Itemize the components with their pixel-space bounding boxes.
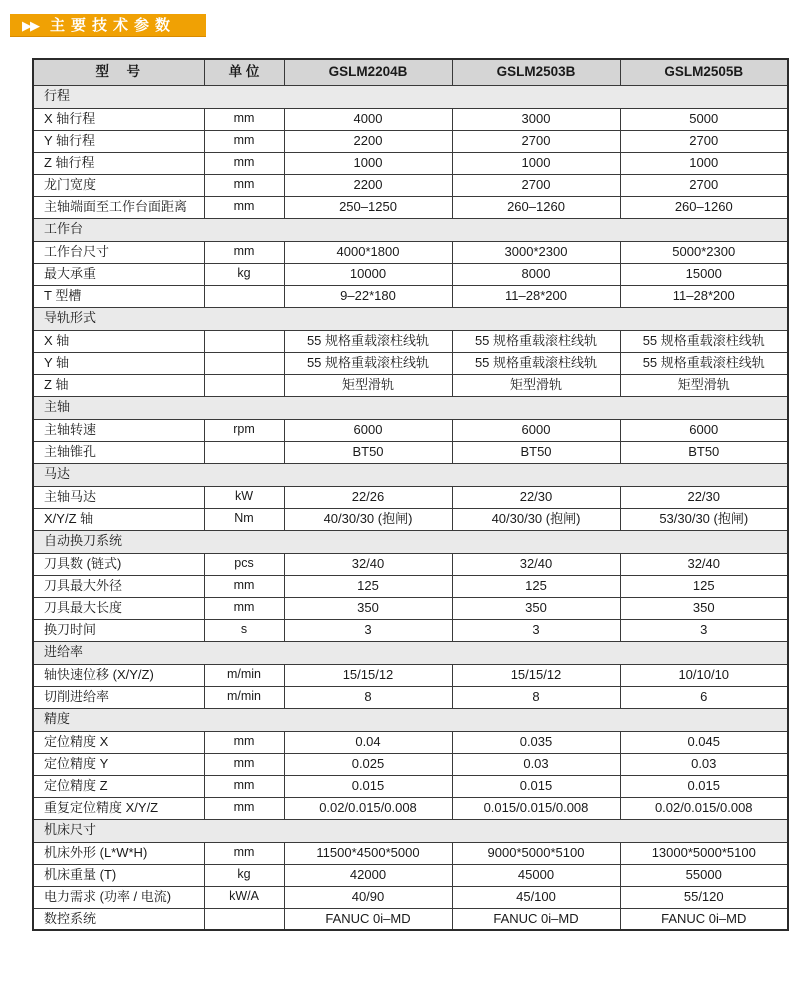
spec-unit: kg <box>204 263 284 285</box>
spec-value-gslm2503b: 125 <box>452 575 620 597</box>
spec-value-gslm2204b: 15/15/12 <box>284 664 452 686</box>
spec-value-gslm2503b: 8000 <box>452 263 620 285</box>
spec-label: 最大承重 <box>33 263 204 285</box>
spec-label: Z 轴行程 <box>33 152 204 174</box>
spec-value-gslm2505b: 55000 <box>620 864 788 886</box>
section-row <box>33 396 788 419</box>
spec-unit: mm <box>204 174 284 196</box>
spec-value-gslm2505b: 5000*2300 <box>620 241 788 263</box>
spec-value-gslm2503b: BT50 <box>452 441 620 463</box>
spec-row <box>33 886 788 908</box>
spec-value-gslm2204b: 22/26 <box>284 486 452 508</box>
spec-label: 工作台尺寸 <box>33 241 204 263</box>
spec-value-gslm2503b: 15/15/12 <box>452 664 620 686</box>
spec-label: 换刀时间 <box>33 619 204 641</box>
header-model-label: 型 号 <box>33 59 204 85</box>
spec-row <box>33 908 788 930</box>
spec-row <box>33 597 788 619</box>
spec-unit: mm <box>204 152 284 174</box>
spec-row <box>33 753 788 775</box>
spec-unit: s <box>204 619 284 641</box>
spec-unit: mm <box>204 575 284 597</box>
spec-row <box>33 486 788 508</box>
banner-title: 主要技术参数 <box>50 16 177 34</box>
spec-value-gslm2503b: 55 规格重载滚柱线轨 <box>452 330 620 352</box>
spec-value-gslm2505b: 0.02/0.015/0.008 <box>620 797 788 819</box>
spec-unit: kW/A <box>204 886 284 908</box>
spec-value-gslm2204b: 55 规格重载滚柱线轨 <box>284 352 452 374</box>
spec-value-gslm2204b: 1000 <box>284 152 452 174</box>
spec-unit <box>204 330 284 352</box>
spec-value-gslm2503b: 32/40 <box>452 553 620 575</box>
spec-value-gslm2204b: 8 <box>284 686 452 708</box>
section-row <box>33 708 788 731</box>
spec-row <box>33 664 788 686</box>
spec-value-gslm2503b: 0.015/0.015/0.008 <box>452 797 620 819</box>
spec-row <box>33 174 788 196</box>
spec-label: 主轴端面至工作台面距离 <box>33 196 204 218</box>
spec-unit <box>204 908 284 930</box>
spec-value-gslm2204b: 矩型滑轨 <box>284 374 452 396</box>
spec-value-gslm2505b: 3 <box>620 619 788 641</box>
section-title: 主轴 <box>33 396 788 419</box>
spec-row <box>33 285 788 307</box>
spec-unit <box>204 441 284 463</box>
spec-label: 轴快速位移 (X/Y/Z) <box>33 664 204 686</box>
spec-value-gslm2505b: 53/30/30 (抱闸) <box>620 508 788 530</box>
spec-value-gslm2204b: 0.025 <box>284 753 452 775</box>
spec-value-gslm2503b: 40/30/30 (抱闸) <box>452 508 620 530</box>
spec-value-gslm2505b: 350 <box>620 597 788 619</box>
spec-row <box>33 419 788 441</box>
spec-value-gslm2204b: 4000*1800 <box>284 241 452 263</box>
header-model-gslm2503b: GSLM2503B <box>452 59 620 85</box>
spec-row <box>33 352 788 374</box>
spec-value-gslm2503b: 2700 <box>452 130 620 152</box>
section-title: 行程 <box>33 85 788 108</box>
spec-value-gslm2204b: BT50 <box>284 441 452 463</box>
spec-value-gslm2505b: 55 规格重载滚柱线轨 <box>620 330 788 352</box>
spec-row <box>33 108 788 130</box>
spec-label: 定位精度 X <box>33 731 204 753</box>
double-arrow-icon: ▶▶ <box>22 17 38 33</box>
table-header-row <box>33 59 788 85</box>
spec-row <box>33 508 788 530</box>
spec-value-gslm2503b: 8 <box>452 686 620 708</box>
header-model-gslm2204b: GSLM2204B <box>284 59 452 85</box>
spec-label: 电力需求 (功率 / 电流) <box>33 886 204 908</box>
spec-value-gslm2503b: 6000 <box>452 419 620 441</box>
spec-label: 定位精度 Y <box>33 753 204 775</box>
spec-value-gslm2204b: 0.015 <box>284 775 452 797</box>
spec-value-gslm2503b: 11–28*200 <box>452 285 620 307</box>
spec-row <box>33 797 788 819</box>
spec-value-gslm2503b: 260–1260 <box>452 196 620 218</box>
spec-unit: mm <box>204 597 284 619</box>
spec-unit: Nm <box>204 508 284 530</box>
spec-value-gslm2503b: FANUC 0i–MD <box>452 908 620 930</box>
spec-value-gslm2505b: 125 <box>620 575 788 597</box>
spec-value-gslm2505b: 260–1260 <box>620 196 788 218</box>
spec-unit <box>204 285 284 307</box>
spec-row <box>33 241 788 263</box>
spec-value-gslm2503b: 矩型滑轨 <box>452 374 620 396</box>
header-unit-label: 单 位 <box>204 59 284 85</box>
spec-unit: mm <box>204 108 284 130</box>
spec-label: Y 轴 <box>33 352 204 374</box>
spec-unit: mm <box>204 731 284 753</box>
spec-value-gslm2503b: 3000*2300 <box>452 241 620 263</box>
spec-label: 切削进给率 <box>33 686 204 708</box>
spec-row <box>33 775 788 797</box>
spec-table <box>32 58 789 931</box>
spec-label: X 轴 <box>33 330 204 352</box>
section-row <box>33 530 788 553</box>
spec-value-gslm2503b: 1000 <box>452 152 620 174</box>
spec-unit: pcs <box>204 553 284 575</box>
spec-value-gslm2503b: 45000 <box>452 864 620 886</box>
spec-row <box>33 686 788 708</box>
spec-value-gslm2505b: 6 <box>620 686 788 708</box>
spec-label: 刀具数 (链式) <box>33 553 204 575</box>
spec-value-gslm2505b: 11–28*200 <box>620 285 788 307</box>
spec-unit: mm <box>204 196 284 218</box>
spec-unit: kg <box>204 864 284 886</box>
spec-value-gslm2204b: 55 规格重载滚柱线轨 <box>284 330 452 352</box>
spec-unit: kW <box>204 486 284 508</box>
spec-value-gslm2204b: 9–22*180 <box>284 285 452 307</box>
spec-value-gslm2503b: 0.015 <box>452 775 620 797</box>
spec-value-gslm2204b: 4000 <box>284 108 452 130</box>
spec-value-gslm2503b: 0.035 <box>452 731 620 753</box>
spec-row <box>33 575 788 597</box>
spec-row <box>33 619 788 641</box>
spec-unit: mm <box>204 797 284 819</box>
spec-row <box>33 196 788 218</box>
spec-value-gslm2505b: 22/30 <box>620 486 788 508</box>
section-title: 马达 <box>33 463 788 486</box>
spec-value-gslm2204b: 40/90 <box>284 886 452 908</box>
spec-value-gslm2505b: 6000 <box>620 419 788 441</box>
spec-unit: mm <box>204 130 284 152</box>
section-row <box>33 463 788 486</box>
spec-value-gslm2204b: 2200 <box>284 130 452 152</box>
spec-label: X/Y/Z 轴 <box>33 508 204 530</box>
spec-label: Y 轴行程 <box>33 130 204 152</box>
spec-value-gslm2204b: 0.02/0.015/0.008 <box>284 797 452 819</box>
spec-row <box>33 731 788 753</box>
spec-unit: m/min <box>204 686 284 708</box>
section-row <box>33 819 788 842</box>
spec-value-gslm2505b: 15000 <box>620 263 788 285</box>
spec-value-gslm2503b: 22/30 <box>452 486 620 508</box>
section-title: 导轨形式 <box>33 307 788 330</box>
spec-unit: mm <box>204 753 284 775</box>
spec-label: 主轴转速 <box>33 419 204 441</box>
spec-label: 刀具最大外径 <box>33 575 204 597</box>
spec-value-gslm2503b: 9000*5000*5100 <box>452 842 620 864</box>
spec-value-gslm2204b: 125 <box>284 575 452 597</box>
spec-value-gslm2505b: 2700 <box>620 130 788 152</box>
section-title: 自动换刀系统 <box>33 530 788 553</box>
spec-row <box>33 374 788 396</box>
spec-value-gslm2503b: 3000 <box>452 108 620 130</box>
spec-value-gslm2503b: 3 <box>452 619 620 641</box>
spec-unit: rpm <box>204 419 284 441</box>
spec-label: 主轴马达 <box>33 486 204 508</box>
spec-label: X 轴行程 <box>33 108 204 130</box>
header-model-gslm2505b: GSLM2505B <box>620 59 788 85</box>
spec-value-gslm2505b: 0.03 <box>620 753 788 775</box>
spec-value-gslm2204b: 32/40 <box>284 553 452 575</box>
spec-value-gslm2204b: FANUC 0i–MD <box>284 908 452 930</box>
spec-unit: m/min <box>204 664 284 686</box>
spec-label: 刀具最大长度 <box>33 597 204 619</box>
spec-value-gslm2505b: FANUC 0i–MD <box>620 908 788 930</box>
spec-value-gslm2505b: 0.015 <box>620 775 788 797</box>
spec-value-gslm2204b: 42000 <box>284 864 452 886</box>
section-row <box>33 641 788 664</box>
spec-value-gslm2505b: 2700 <box>620 174 788 196</box>
spec-unit: mm <box>204 241 284 263</box>
spec-label: 机床外形 (L*W*H) <box>33 842 204 864</box>
section-title: 进给率 <box>33 641 788 664</box>
spec-value-gslm2505b: 5000 <box>620 108 788 130</box>
section-title: 精度 <box>33 708 788 731</box>
spec-unit <box>204 374 284 396</box>
spec-row <box>33 842 788 864</box>
spec-value-gslm2505b: 55 规格重载滚柱线轨 <box>620 352 788 374</box>
spec-row <box>33 441 788 463</box>
spec-value-gslm2505b: 0.045 <box>620 731 788 753</box>
spec-value-gslm2204b: 2200 <box>284 174 452 196</box>
spec-value-gslm2505b: 矩型滑轨 <box>620 374 788 396</box>
spec-unit: mm <box>204 842 284 864</box>
spec-unit: mm <box>204 775 284 797</box>
spec-table-body <box>33 85 788 930</box>
spec-value-gslm2204b: 0.04 <box>284 731 452 753</box>
spec-row <box>33 152 788 174</box>
spec-value-gslm2505b: 32/40 <box>620 553 788 575</box>
spec-value-gslm2204b: 3 <box>284 619 452 641</box>
spec-value-gslm2204b: 350 <box>284 597 452 619</box>
spec-value-gslm2204b: 40/30/30 (抱闸) <box>284 508 452 530</box>
section-row <box>33 85 788 108</box>
spec-label: 龙门宽度 <box>33 174 204 196</box>
spec-value-gslm2505b: BT50 <box>620 441 788 463</box>
spec-value-gslm2503b: 55 规格重载滚柱线轨 <box>452 352 620 374</box>
section-row <box>33 218 788 241</box>
spec-value-gslm2204b: 250–1250 <box>284 196 452 218</box>
spec-row <box>33 130 788 152</box>
spec-value-gslm2204b: 10000 <box>284 263 452 285</box>
spec-value-gslm2505b: 10/10/10 <box>620 664 788 686</box>
spec-value-gslm2204b: 11500*4500*5000 <box>284 842 452 864</box>
section-row <box>33 307 788 330</box>
spec-row <box>33 263 788 285</box>
spec-value-gslm2505b: 13000*5000*5100 <box>620 842 788 864</box>
spec-label: 机床重量 (T) <box>33 864 204 886</box>
spec-row <box>33 553 788 575</box>
spec-label: 数控系统 <box>33 908 204 930</box>
spec-label: T 型槽 <box>33 285 204 307</box>
spec-label: Z 轴 <box>33 374 204 396</box>
section-banner <box>10 14 206 37</box>
spec-value-gslm2505b: 1000 <box>620 152 788 174</box>
spec-row <box>33 330 788 352</box>
spec-unit <box>204 352 284 374</box>
spec-value-gslm2503b: 45/100 <box>452 886 620 908</box>
spec-row <box>33 864 788 886</box>
spec-value-gslm2503b: 350 <box>452 597 620 619</box>
spec-value-gslm2204b: 6000 <box>284 419 452 441</box>
spec-value-gslm2503b: 0.03 <box>452 753 620 775</box>
spec-value-gslm2505b: 55/120 <box>620 886 788 908</box>
spec-label: 主轴锥孔 <box>33 441 204 463</box>
spec-label: 重复定位精度 X/Y/Z <box>33 797 204 819</box>
spec-value-gslm2503b: 2700 <box>452 174 620 196</box>
section-title: 机床尺寸 <box>33 819 788 842</box>
spec-label: 定位精度 Z <box>33 775 204 797</box>
section-title: 工作台 <box>33 218 788 241</box>
